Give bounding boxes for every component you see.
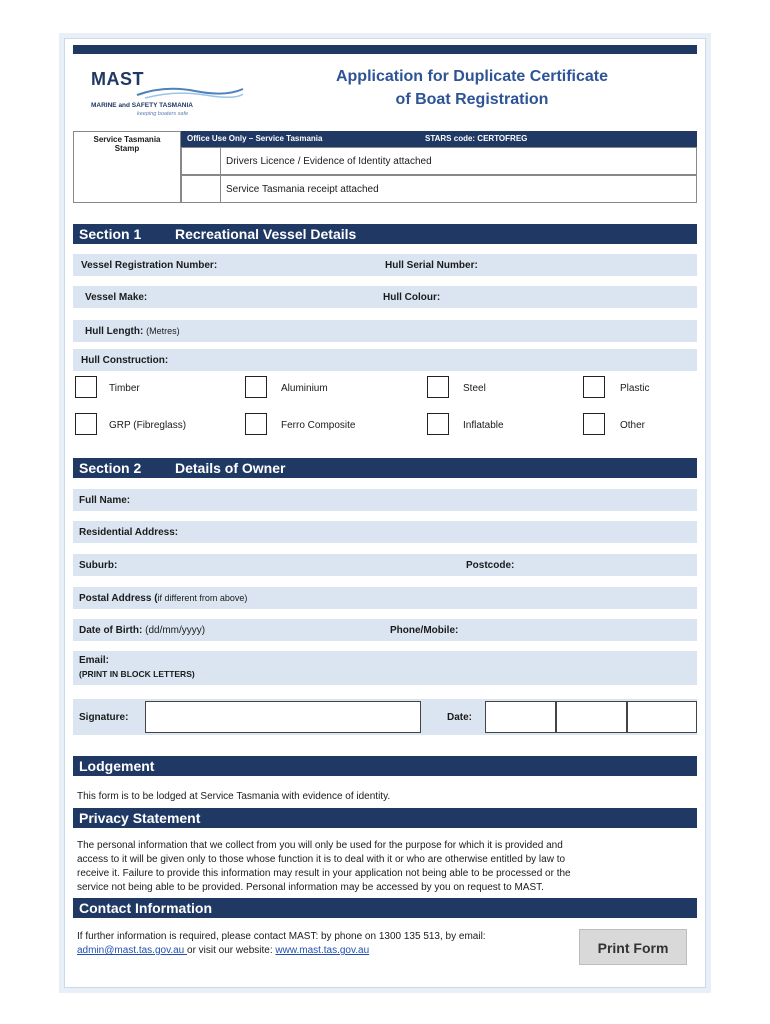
label-inflatable: Inflatable — [463, 420, 504, 431]
print-form-button[interactable]: Print Form — [579, 929, 687, 965]
signature-box[interactable] — [145, 701, 421, 733]
section-1-title: Recreational Vessel Details — [175, 226, 357, 242]
office-row-licence — [181, 147, 697, 175]
title-line-1: Application for Duplicate Certificate — [335, 68, 609, 85]
vessel-make-label: Vessel Make: — [85, 292, 148, 303]
contact-line-2 — [77, 944, 573, 958]
label-plastic: Plastic — [620, 383, 650, 394]
postal-address-label: Postal Address ( — [79, 593, 158, 604]
vessel-make-row[interactable] — [73, 286, 697, 308]
hull-construction-row — [73, 349, 697, 371]
service-tasmania-stamp — [73, 131, 181, 203]
logo-tagline: keeping boaters safe — [137, 111, 189, 117]
privacy-line-1: The personal information that we collect from you will only be used for the purpose for which it is provided and — [77, 840, 563, 851]
hull-length-label-wrap — [85, 326, 180, 337]
dob-label-wrap — [79, 625, 205, 636]
email-label: Email: — [79, 655, 110, 666]
lodgement-header — [73, 756, 697, 776]
checkbox-plastic[interactable] — [583, 376, 605, 398]
office-use-bar — [181, 131, 697, 147]
email-row[interactable] — [73, 651, 697, 685]
date-label: Date: — [447, 712, 473, 723]
dob-row[interactable] — [73, 619, 697, 641]
wave-logo-icon — [135, 85, 245, 99]
full-name-row[interactable] — [73, 489, 697, 511]
privacy-line-3: receive it. Failure to provide this information may result in your application not being able to be processed or the — [77, 868, 571, 879]
checkbox-steel[interactable] — [427, 376, 449, 398]
postcode-label: Postcode: — [466, 560, 515, 571]
privacy-text — [77, 839, 687, 895]
checkbox-inflatable[interactable] — [427, 413, 449, 435]
postal-address-row[interactable] — [73, 587, 697, 609]
residential-address-label: Residential Address: — [79, 527, 179, 538]
privacy-header — [73, 808, 697, 828]
checkbox-other[interactable] — [583, 413, 605, 435]
contact-text — [77, 930, 573, 958]
lodgement-text: This form is to be lodged at Service Tasmania with evidence of identity. — [77, 791, 391, 802]
section-1-number: Section 1 — [79, 226, 142, 242]
vessel-registration-row[interactable] — [73, 254, 697, 276]
hull-length-unit: (Metres) — [146, 326, 180, 336]
office-row-licence-label: Drivers Licence / Evidence of Identity attached — [226, 156, 432, 167]
label-grp: GRP (Fibreglass) — [109, 420, 187, 431]
title-line-2: of Boat Registration — [395, 91, 549, 108]
checkbox-aluminium[interactable] — [245, 376, 267, 398]
hull-serial-label: Hull Serial Number: — [385, 260, 478, 271]
form-title — [291, 65, 653, 111]
checkbox-timber[interactable] — [75, 376, 97, 398]
label-ferro-composite: Ferro Composite — [281, 420, 356, 431]
top-bar — [73, 45, 697, 54]
phone-label: Phone/Mobile: — [390, 625, 459, 636]
full-name-label: Full Name: — [79, 495, 131, 506]
checkbox-ferro-composite[interactable] — [245, 413, 267, 435]
stamp-label-2: Stamp — [114, 144, 140, 153]
label-steel: Steel — [463, 383, 486, 394]
date-day-box[interactable] — [485, 701, 556, 733]
contact-email-link[interactable]: admin@mast.tas.gov.au — [77, 945, 188, 956]
stars-code: STARS code: CERTOFREG — [425, 134, 528, 143]
hull-length-row[interactable] — [73, 320, 697, 342]
hull-length-label: Hull Length: — [85, 326, 144, 337]
lodgement-title: Lodgement — [79, 758, 155, 774]
office-row-receipt — [181, 175, 697, 203]
contact-website-link[interactable]: www.mast.tas.gov.au — [275, 945, 370, 956]
hull-construction-label: Hull Construction: — [81, 355, 169, 366]
form-page — [64, 38, 706, 988]
postal-address-note: if different from above) — [157, 593, 248, 603]
contact-mid-text: or visit our website: — [187, 945, 276, 956]
privacy-line-2: access to it will be given only to those whose function it is to deal with it or who are otherwise entitled by law to — [77, 854, 566, 865]
postal-address-label-wrap — [79, 593, 247, 604]
hull-colour-label: Hull Colour: — [383, 292, 441, 303]
section-2-number: Section 2 — [79, 460, 142, 476]
section-2-title: Details of Owner — [175, 460, 286, 476]
label-aluminium: Aluminium — [281, 383, 328, 394]
label-timber: Timber — [109, 383, 140, 394]
section-2-header — [73, 458, 697, 478]
date-year-box[interactable] — [627, 701, 697, 733]
office-checkbox-licence[interactable] — [182, 148, 221, 174]
logo-subtitle: MARINE and SAFETY TASMANIA — [91, 102, 193, 109]
section-1-header — [73, 224, 697, 244]
email-note: (PRINT IN BLOCK LETTERS) — [79, 669, 195, 679]
privacy-title: Privacy Statement — [79, 810, 201, 826]
office-row-receipt-label: Service Tasmania receipt attached — [226, 184, 379, 195]
suburb-row[interactable] — [73, 554, 697, 576]
stamp-label-1: Service Tasmania — [93, 135, 161, 144]
mast-logo: MAST — [91, 69, 144, 89]
checkbox-grp[interactable] — [75, 413, 97, 435]
dob-format: (dd/mm/yyyy) — [145, 625, 206, 636]
office-checkbox-receipt[interactable] — [182, 176, 221, 202]
dob-label: Date of Birth: — [79, 625, 143, 636]
suburb-label: Suburb: — [79, 560, 118, 571]
residential-address-row[interactable] — [73, 521, 697, 543]
vessel-registration-label: Vessel Registration Number: — [81, 260, 218, 271]
privacy-line-4: service not being able to be provided. Personal information may be accessed by you on request to MAST. — [77, 882, 544, 893]
signature-label: Signature: — [79, 712, 129, 723]
contact-line-1: If further information is required, please contact MAST: by phone on 1300 135 513, by email: — [77, 931, 486, 942]
date-month-box[interactable] — [556, 701, 627, 733]
contact-title: Contact Information — [79, 900, 212, 916]
contact-header — [73, 898, 697, 918]
label-other: Other — [620, 420, 646, 431]
office-use-label: Office Use Only – Service Tasmania — [187, 134, 323, 143]
